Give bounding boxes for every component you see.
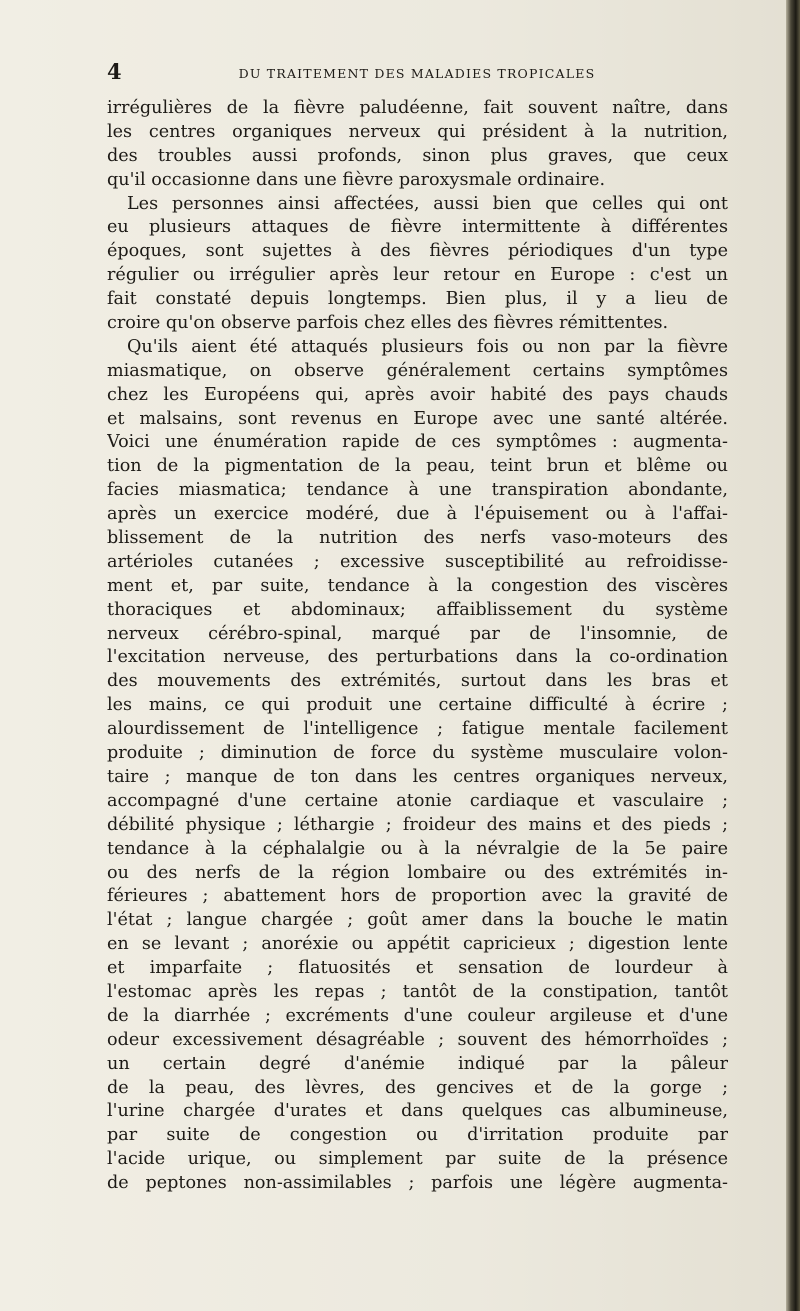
text-line: en se levant ; anoréxie ou appétit capricieux ; digestion lente bbox=[107, 934, 728, 955]
page-header bbox=[107, 59, 727, 84]
text-line: débilité physique ; léthargie ; froideur des mains et des pieds ; bbox=[107, 814, 728, 835]
text-line: chez les Européens qui, après avoir habité des pays chauds bbox=[107, 384, 728, 405]
text-line: l'acide urique, ou simplement par suite de la présence bbox=[107, 1149, 728, 1170]
text-line: les mains, ce qui produit une certaine difficulté à écrire ; bbox=[107, 695, 728, 716]
text-line: époques, sont sujettes à des fièvres périodiques d'un type bbox=[107, 241, 728, 262]
page-number: 4 bbox=[107, 59, 122, 84]
text-line: Qu'ils aient été attaqués plusieurs fois ou non par la fièvre bbox=[127, 336, 728, 357]
book-binding-edge bbox=[786, 0, 800, 1311]
text-line: Voici une énumération rapide de ces symptômes : augmenta- bbox=[107, 432, 728, 453]
running-title: DU TRAITEMENT DES MALADIES TROPICALES bbox=[238, 66, 596, 81]
text-line: un certain degré d'anémie indiqué par la pâleur bbox=[107, 1053, 728, 1074]
text-line: de peptones non-assimilables ; parfois une légère augmenta- bbox=[107, 1173, 728, 1194]
text-line: taire ; manque de ton dans les centres organiques nerveux, bbox=[107, 766, 728, 787]
text-line: miasmatique, on observe généralement certains symptômes bbox=[107, 360, 728, 381]
text-line: l'excitation nerveuse, des perturbations dans la co-ordination bbox=[107, 647, 728, 668]
text-line: ment et, par suite, tendance à la congestion des viscères bbox=[107, 575, 728, 596]
text-line: accompagné d'une certaine atonie cardiaque et vasculaire ; bbox=[107, 790, 728, 811]
text-line: fait constaté depuis longtemps. Bien plus, il y a lieu de bbox=[107, 289, 728, 310]
text-line: thoraciques et abdominaux; affaiblissement du système bbox=[107, 599, 728, 620]
text-line: et malsains, sont revenus en Europe avec une santé altérée. bbox=[107, 408, 728, 429]
text-line: l'état ; langue chargée ; goût amer dans la bouche le matin bbox=[107, 910, 728, 931]
text-line: irrégulières de la fièvre paludéenne, fait souvent naître, dans bbox=[107, 98, 728, 118]
text-line: par suite de congestion ou d'irritation produite par bbox=[107, 1125, 728, 1146]
text-line: blissement de la nutrition des nerfs vaso-moteurs des bbox=[107, 528, 728, 549]
text-line: des mouvements des extrémités, surtout dans les bras et bbox=[107, 671, 728, 692]
text-line: Les personnes ainsi affectées, aussi bien que celles qui ont bbox=[127, 193, 728, 214]
text-line: qu'il occasionne dans une fièvre paroxysmale ordinaire. bbox=[107, 169, 606, 190]
text-line: régulier ou irrégulier après leur retour en Europe : c'est un bbox=[107, 265, 728, 286]
text-line: artérioles cutanées ; excessive susceptibilité au refroidisse- bbox=[107, 551, 728, 572]
text-line: tion de la pigmentation de la peau, teint brun et blême ou bbox=[107, 456, 728, 477]
text-line: alourdissement de l'intelligence ; fatigue mentale facilement bbox=[107, 719, 728, 740]
text-line: les centres organiques nerveux qui président à la nutrition, bbox=[107, 121, 728, 142]
text-line: l'urine chargée d'urates et dans quelques cas albumineuse, bbox=[107, 1101, 728, 1122]
text-line: de la peau, des lèvres, des gencives et de la gorge ; bbox=[107, 1077, 728, 1098]
text-line: après un exercice modéré, due à l'épuisement ou à l'affai- bbox=[107, 504, 728, 525]
text-line: férieures ; abattement hors de proportion avec la gravité de bbox=[107, 886, 728, 907]
text-line: produite ; diminution de force du système musculaire volon- bbox=[107, 743, 728, 764]
text-line: tendance à la céphalalgie ou à la névralgie de la 5e paire bbox=[107, 838, 728, 859]
text-line: des troubles aussi profonds, sinon plus graves, que ceux bbox=[107, 145, 728, 166]
text-line: odeur excessivement désagréable ; souvent des hémorrhoïdes ; bbox=[107, 1029, 728, 1050]
body-text bbox=[107, 97, 728, 1196]
text-line: facies miasmatica; tendance à une transpiration abondante, bbox=[107, 480, 728, 501]
text-line: eu plusieurs attaques de fièvre intermittente à différentes bbox=[107, 217, 728, 238]
text-line: croire qu'on observe parfois chez elles des fièvres rémittentes. bbox=[107, 313, 669, 334]
text-line: de la diarrhée ; excréments d'une couleur argileuse et d'une bbox=[107, 1005, 728, 1026]
text-line: et imparfaite ; flatuosités et sensation de lourdeur à bbox=[107, 958, 728, 979]
text-line: l'estomac après les repas ; tantôt de la constipation, tantôt bbox=[107, 981, 728, 1002]
text-line: ou des nerfs de la région lombaire ou des extrémités in- bbox=[107, 862, 728, 883]
text-line: nerveux cérébro-spinal, marqué par de l'insomnie, de bbox=[107, 623, 728, 644]
